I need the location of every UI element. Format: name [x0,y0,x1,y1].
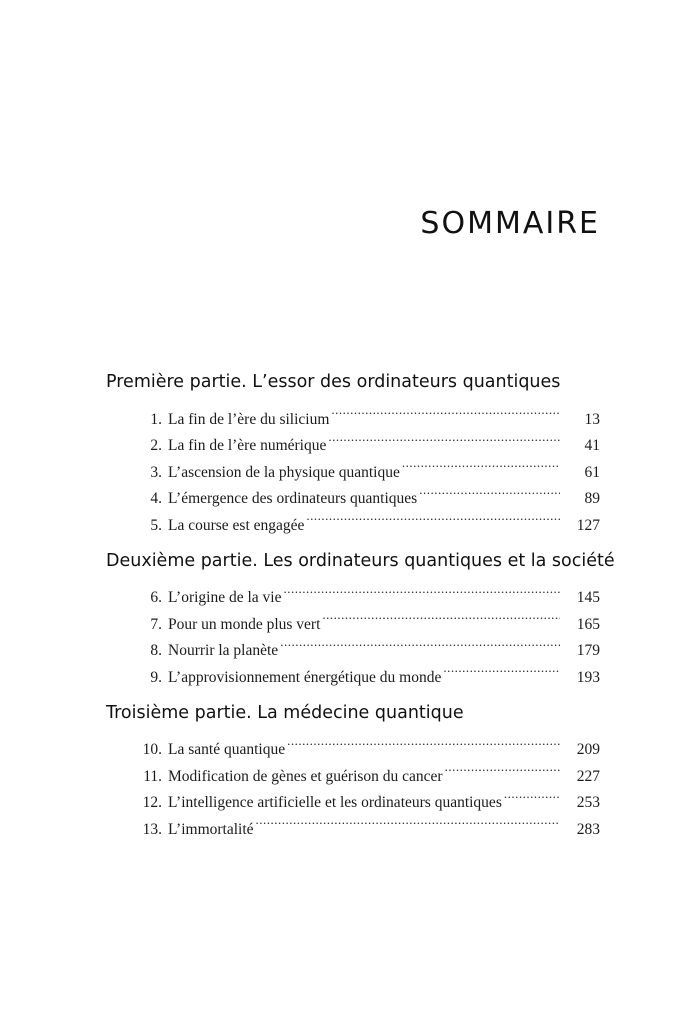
chapter-title: L’intelligence artificielle et les ordinateurs quantiques [168,794,502,811]
dot-leader [331,397,560,424]
chapter-number: 7. [150,615,162,633]
chapter-number: 2. [150,437,162,454]
page-number: 127 [576,516,600,534]
page-number: 165 [576,615,600,633]
chapter-number: 12. [142,794,162,811]
toc-part-1 [106,367,600,534]
chapter-title: Nourrir la planète [168,642,279,659]
chapter-title: Pour un monde plus vert [168,615,321,633]
dot-leader [445,754,560,781]
chapter-title: L’émergence des ordinateurs quantiques [168,490,418,507]
chapter-title: L’origine de la vie [168,589,282,606]
dot-leader [280,629,560,656]
chapter-number: 5. [150,516,162,534]
page-number: 179 [576,642,600,659]
chapter-title: L’ascension de la physique quantique [168,463,400,481]
chapter-number: 11. [143,767,162,785]
page-number: 283 [576,820,600,838]
chapter-number: 9. [150,668,162,686]
chapter-number: 6. [150,589,162,606]
dot-leader [443,655,560,682]
chapter-number: 10. [142,741,162,758]
page-number: 145 [576,589,600,606]
chapter-number: 13. [142,820,162,838]
page-number: 13 [584,410,600,428]
chapter-title: L’immortalité [168,820,254,838]
dot-leader [402,450,560,477]
dot-leader [322,602,560,629]
toc-entry[interactable] [106,728,600,758]
dot-leader [419,477,560,504]
chapter-number: 3. [150,463,162,481]
chapter-title: La santé quantique [168,741,286,758]
chapter-number: 1. [150,410,162,428]
chapter-title: La fin de l’ère du silicium [168,410,330,428]
dot-leader [256,807,560,834]
page-number: 41 [584,437,600,454]
page-number: 227 [576,767,600,785]
chapter-title: L’approvisionnement énergétique du monde [168,668,442,686]
dot-leader [328,424,560,451]
toc-part-3 [106,698,600,838]
dot-leader [287,728,560,755]
dot-leader [504,781,560,808]
toc-part-2 [106,546,615,686]
page-number: 253 [576,794,600,811]
dot-leader [306,503,560,530]
page-number: 193 [576,668,600,686]
part-heading: Deuxième partie. Les ordinateurs quantiques et la société [106,550,615,571]
chapter-title: La fin de l’ère numérique [168,437,327,454]
dot-leader [284,576,561,603]
chapter-number: 8. [150,642,162,659]
toc-entry[interactable] [106,397,600,428]
page-number: 89 [584,490,600,507]
chapter-title: Modification de gènes et guérison du cancer [168,767,443,785]
part-heading: Première partie. L’essor des ordinateurs quantiques [106,372,561,392]
page-title: SOMMAIRE [420,206,600,241]
chapter-number: 4. [150,490,162,507]
page-number: 61 [584,463,600,481]
page-number: 209 [576,741,600,758]
toc-entry[interactable] [106,576,600,606]
chapter-title: La course est engagée [168,516,305,534]
part-heading: Troisième partie. La médecine quantique [106,702,464,723]
table-of-contents [106,372,615,866]
